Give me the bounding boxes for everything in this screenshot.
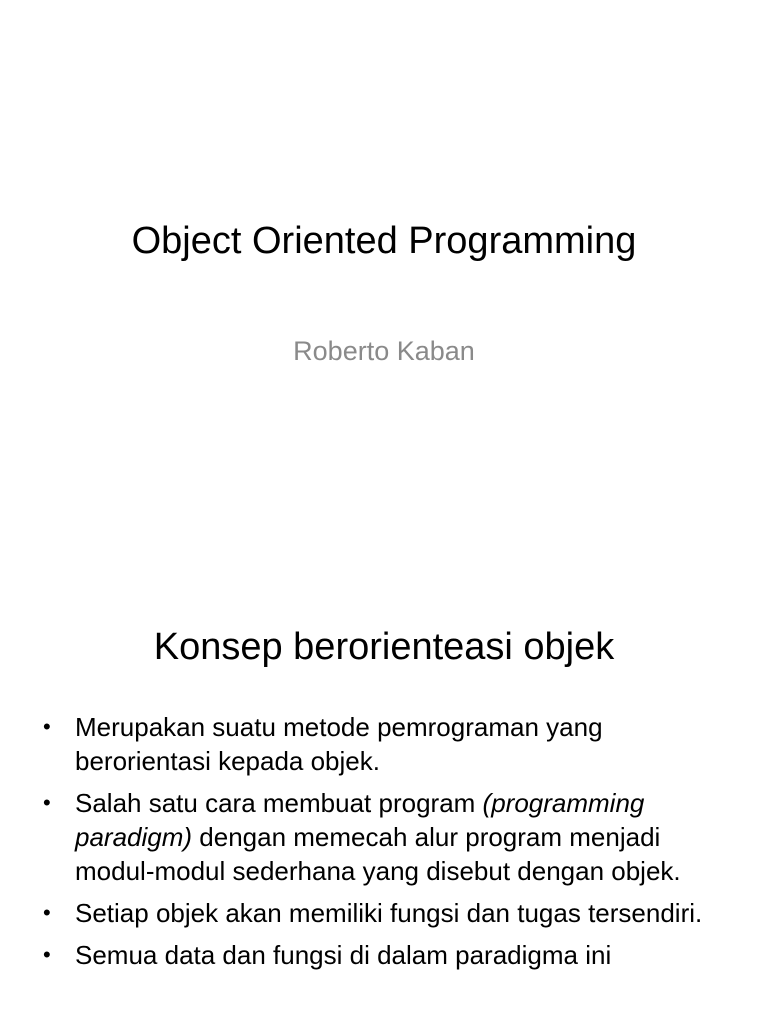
- bullet-item: [38, 896, 728, 930]
- bullet-icon: •: [43, 942, 51, 967]
- bullet-icon: •: [43, 714, 51, 739]
- bullet-text: Merupakan suatu metode pemrograman yang berorientasi kepada objek.: [75, 712, 603, 776]
- bullet-item: [38, 710, 728, 778]
- bullet-item: [38, 938, 728, 972]
- bullet-list: [38, 710, 728, 980]
- bullet-text-after: dengan memecah alur program menjadi modul-modul sederhana yang disebut dengan objek.: [75, 822, 681, 886]
- content-slide: [0, 576, 768, 1024]
- bullet-item: [38, 786, 728, 888]
- slide-subtitle-author: Roberto Kaban: [293, 336, 475, 366]
- bullet-icon: •: [43, 900, 51, 925]
- bullet-text-before: Salah satu cara membuat program: [75, 788, 483, 818]
- slide-heading: Konsep berorienteasi objek: [153, 626, 615, 668]
- bullet-text: Semua data dan fungsi di dalam paradigma ini: [75, 940, 612, 970]
- bullet-italic-term: (programming paradigm): [75, 788, 645, 852]
- bullet-text: Setiap objek akan memiliki fungsi dan tugas tersendiri.: [75, 898, 703, 928]
- slide-title: Object Oriented Programming: [131, 220, 637, 262]
- bullet-icon: •: [43, 790, 51, 815]
